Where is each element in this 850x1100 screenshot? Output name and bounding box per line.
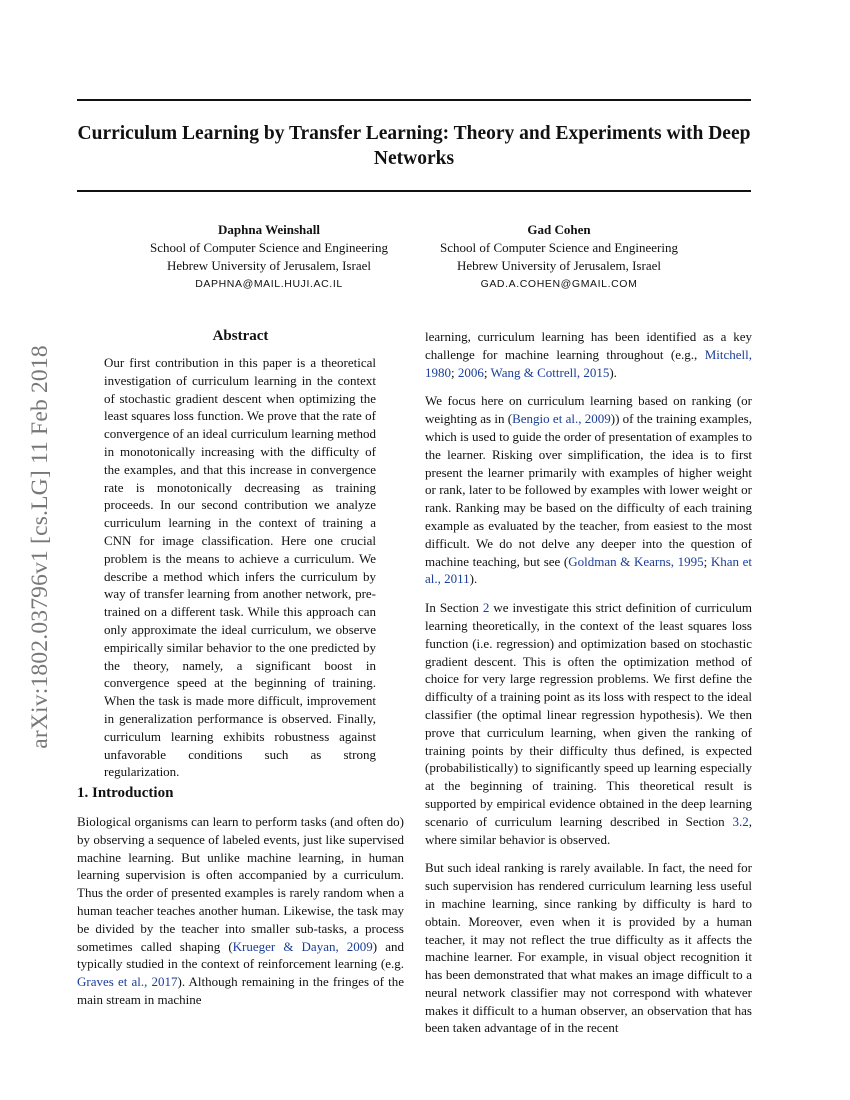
text-run: ) and typically studied in the context of reinforcement learning (e.g. — [77, 938, 404, 972]
text-run: ). — [609, 364, 617, 380]
text-run: ; — [703, 553, 711, 569]
author-name: Gad Cohen — [527, 222, 591, 237]
text-run: ; — [483, 364, 491, 380]
text-run: )) of the training examples, which is used to guide the order of presentation of examples to the learner. Risking over simplification, the idea is to first present the learner primarily with examples of higher weight or rank, later to be followed by examples with lower weight or rank. Ranking may be based on the difficulty of each training example as evaluated by the teacher, from easiest to the most difficult. We do not delve any deeper into the question of machine teaching, but see ( — [425, 411, 752, 569]
text-run: In Section — [425, 600, 483, 616]
text-run: We focus here on curriculum learning based on ranking (or weighting as in ( — [425, 393, 752, 427]
citation-link[interactable]: Wang & Cottrell, 2015 — [490, 364, 610, 380]
author-block-2 — [418, 221, 700, 293]
section-heading-introduction: 1. Introduction — [77, 785, 174, 801]
text-run: learning, curriculum learning has been identified as a key challenge for machine learning throughout (e.g., — [425, 329, 752, 362]
citation-link[interactable]: Mitchell, 1980 — [425, 346, 752, 380]
body-paragraph — [425, 599, 752, 848]
citation-link[interactable]: Graves et al., 2017 — [77, 974, 178, 990]
arxiv-identifier: arXiv:1802.03796v1 [cs.LG] 11 Feb 2018 — [27, 345, 53, 749]
abstract-heading: Abstract — [212, 328, 269, 344]
title-rule-bottom — [77, 190, 751, 192]
citation-link[interactable]: Goldman & Kearns, 1995 — [568, 553, 704, 569]
paper-title: Curriculum Learning by Transfer Learning: Theory and Experiments with Deep Networks — [77, 123, 751, 169]
citation-link[interactable]: Khan et al., 2011 — [425, 553, 753, 587]
section-ref-link[interactable]: 2 — [482, 600, 490, 616]
text-run: , where similar behavior is observed. — [425, 813, 752, 847]
section-ref-link[interactable]: 3.2 — [732, 813, 749, 829]
body-paragraph — [425, 392, 752, 588]
author-dept: School of Computer Science and Engineering — [440, 240, 678, 255]
body-paragraph: But such ideal ranking is rarely available. In fact, the need for such supervision has rendered curriculum learning less useful in machine learning, since ranking by difficulty is hard to obtain. Moreover, even when it is provided by a human teacher, it may not reflect the true difficulty as it affects the machine learner. For example, in visual object recognition it has been demonstrated that what makes an image difficult to a neural network classifier may not correspond with whatever makes it difficult to a human observer, an observation that has been taken advantage of in the recent — [425, 860, 752, 1036]
body-paragraph — [425, 328, 752, 381]
intro-paragraph — [77, 813, 404, 1009]
author-name: Daphna Weinshall — [217, 222, 320, 237]
text-run: ). — [469, 571, 478, 587]
author-dept: School of Computer Science and Engineering — [150, 240, 388, 255]
author-block-1 — [128, 221, 410, 293]
abstract-text: Our first contribution in this paper is a theoretical investigation of curriculum learning in the context of stochastic gradient descent when optimizing the least squares loss function. We prove that the rate of convergence of an ideal curriculum learning method in monotonically increasing with the difficulty of the examples, and that this increase in convergence rate is monotonically decreasing as training proceeds. In our second contribution we analyze curriculum learning in the context of training a CNN for image classification. Here one crucial problem is the means to achieve a curriculum. We describe a method which infers the curriculum by way of transfer learning from another network, pre-trained on a different task. While this approach can only approximate the ideal curriculum, we observe empirically similar behavior to the one predicted by the theory, namely, a significant boost in convergence speed at the beginning of training. When the task is made more difficult, improvement in generalization performance is observed. Finally, curriculum learning exhibits robustness against unfavorable conditions such as strong regularization. — [104, 355, 376, 780]
text-run: ). Although remaining in the fringes of the main stream in machine — [77, 974, 404, 1007]
title-rule-top — [77, 99, 751, 101]
text-run: ; — [451, 364, 458, 380]
citation-link[interactable]: Krueger & Dayan, 2009 — [232, 938, 373, 954]
author-email[interactable]: GAD.A.COHEN@GMAIL.COM — [480, 278, 638, 290]
citation-link[interactable]: 2006 — [457, 364, 484, 380]
author-email[interactable]: DAPHNA@MAIL.HUJI.AC.IL — [195, 278, 343, 290]
author-univ: Hebrew University of Jerusalem, Israel — [167, 258, 371, 273]
author-univ: Hebrew University of Jerusalem, Israel — [457, 258, 661, 273]
text-run: we investigate this strict definition of curriculum learning theoretically, in the context of the least squares loss function (i.e. regression) and optimization based on stochastic gradient descent. This is often the optimization method of choice for very large regression problems. We first define the difficulty of a training point as its loss with respect to the ideal classifier (the optimal linear regression hypothesis). We then prove that curriculum learning, when given the ranking of training points by their difficulty thus defined, is expected (probabilistically) to significantly speed up learning especially at the beginning of training. This theoretical result is supported by empirical evidence obtained in the deep learning scenario of curriculum learning described in Section — [425, 600, 752, 829]
citation-link[interactable]: Bengio et al., 2009 — [512, 411, 611, 427]
text-run: Biological organisms can learn to perform tasks (and often do) by observing a sequence of labeled events, just like supervised machine learning. But unlike machine learning, in human learning supervision is often accompanied by a curriculum. Thus the order of presented examples is rarely random when a human teacher teaches another human. Likewise, the task may be divided by the teacher into smaller sub-tasks, a process sometimes called shaping ( — [77, 814, 404, 954]
right-column — [425, 328, 752, 1048]
